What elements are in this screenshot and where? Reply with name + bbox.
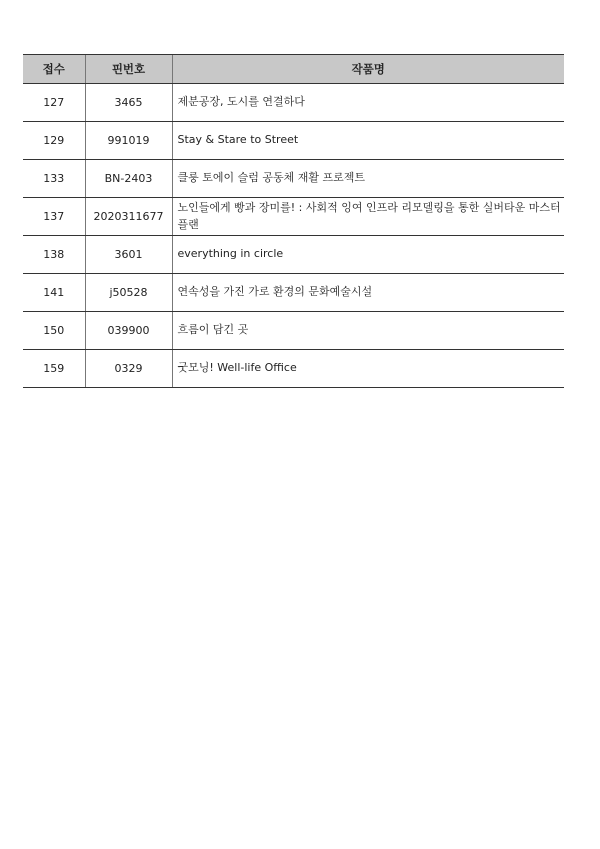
table-row <box>23 122 564 160</box>
table-row <box>23 312 564 350</box>
work-title-cell: 굿모닝! Well-life Office <box>172 350 564 388</box>
work-title-cell: 연속성을 가진 가로 환경의 문화예술시설 <box>172 274 564 312</box>
work-title-cell: Stay & Stare to Street <box>172 122 564 160</box>
receipt-number-cell: 137 <box>23 198 85 236</box>
pin-number-cell: 3601 <box>85 236 172 274</box>
table-row <box>23 198 564 236</box>
header-pin-number: 핀번호 <box>85 55 172 84</box>
pin-number-cell: 2020311677 <box>85 198 172 236</box>
work-title-cell: 클룽 토에이 슬럼 공동체 재활 프로젝트 <box>172 160 564 198</box>
table-row <box>23 274 564 312</box>
work-title-cell: everything in circle <box>172 236 564 274</box>
table-row <box>23 236 564 274</box>
table-row <box>23 160 564 198</box>
pin-number-cell: 991019 <box>85 122 172 160</box>
header-receipt-number: 접수 <box>23 55 85 84</box>
work-title-cell: 노인들에게 빵과 장미를! : 사회적 잉여 인프라 리모델링을 통한 실버타운 마스터플랜 <box>172 198 564 236</box>
work-title-cell: 흐름이 담긴 곳 <box>172 312 564 350</box>
header-work-title: 작품명 <box>172 55 564 84</box>
receipt-number-cell: 127 <box>23 84 85 122</box>
pin-number-cell: 3465 <box>85 84 172 122</box>
work-title-cell: 제분공장, 도시를 연결하다 <box>172 84 564 122</box>
receipt-number-cell: 138 <box>23 236 85 274</box>
entries-table <box>23 54 564 388</box>
receipt-number-cell: 159 <box>23 350 85 388</box>
pin-number-cell: 0329 <box>85 350 172 388</box>
table-row <box>23 350 564 388</box>
table-header <box>23 55 564 84</box>
pin-number-cell: BN-2403 <box>85 160 172 198</box>
table-row <box>23 84 564 122</box>
pin-number-cell: 039900 <box>85 312 172 350</box>
receipt-number-cell: 133 <box>23 160 85 198</box>
receipt-number-cell: 150 <box>23 312 85 350</box>
pin-number-cell: j50528 <box>85 274 172 312</box>
receipt-number-cell: 141 <box>23 274 85 312</box>
table-body <box>23 84 564 388</box>
header-row <box>23 55 564 84</box>
receipt-number-cell: 129 <box>23 122 85 160</box>
